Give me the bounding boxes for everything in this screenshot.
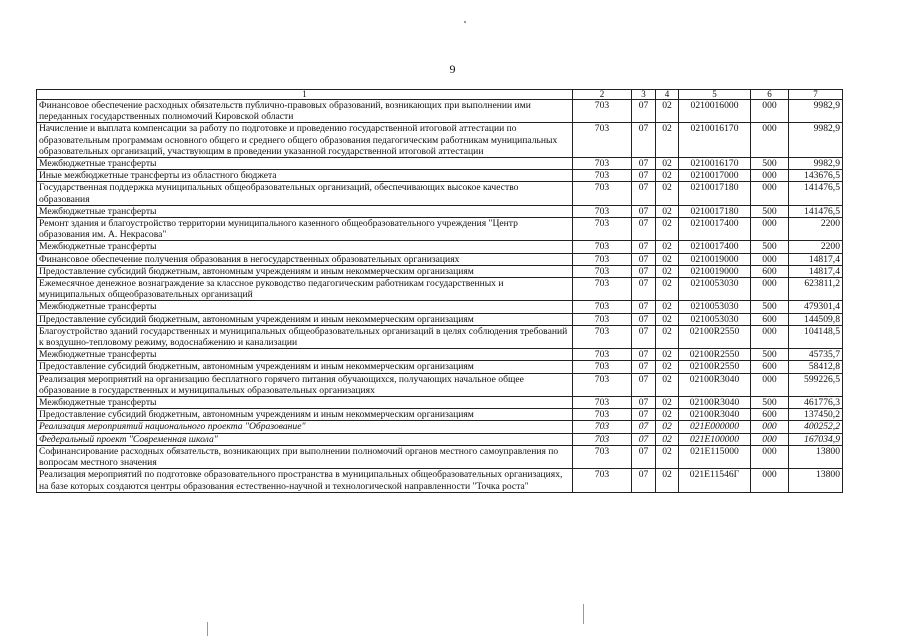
expense-kind-cell: 000 (751, 433, 789, 445)
table-row (37, 123, 843, 158)
expense-kind-cell: 500 (751, 241, 789, 253)
section-code-cell: 07 (632, 205, 656, 217)
section-code-cell: 07 (632, 313, 656, 325)
subsection-code-cell: 02 (656, 409, 679, 421)
expense-name-cell: Софинансирование расходных обязательств, возникающих при выполнении полномочий органов местного самоуправления по вопросам местного значения (37, 445, 573, 468)
subsection-code-cell: 02 (656, 445, 679, 468)
expense-name-cell: Реализация мероприятий по подготовке образовательного пространства в муниципальных общеобразовательных организациях, на базе которых создаются центры образования естественно-научной и технологической направленности "Точка роста" (37, 469, 573, 492)
section-code-cell: 07 (632, 100, 656, 123)
subsection-code-cell: 02 (656, 301, 679, 313)
target-article-cell: 0210017400 (679, 218, 751, 241)
amount-cell: 2200 (789, 218, 843, 241)
expense-kind-cell: 000 (751, 325, 789, 348)
amount-cell: 104148,5 (789, 325, 843, 348)
subsection-code-cell: 02 (656, 253, 679, 265)
amount-cell: 461776,3 (789, 397, 843, 409)
table-row (37, 397, 843, 409)
target-article-cell: 02100R3040 (679, 409, 751, 421)
expense-name-cell: Реализация мероприятий национального проекта "Образование" (37, 421, 573, 433)
table-row (37, 182, 843, 205)
target-article-cell: 02100R2550 (679, 325, 751, 348)
subsection-code-cell: 02 (656, 123, 679, 158)
header-cell: 7 (789, 90, 843, 100)
amount-cell: 2200 (789, 241, 843, 253)
table-row (37, 361, 843, 373)
section-code-cell: 07 (632, 433, 656, 445)
section-code-cell: 07 (632, 218, 656, 241)
amount-cell: 9982,9 (789, 123, 843, 158)
grbs-code-cell: 703 (573, 349, 632, 361)
target-article-cell: 0210016000 (679, 100, 751, 123)
subsection-code-cell: 02 (656, 205, 679, 217)
target-article-cell: 0210017400 (679, 241, 751, 253)
expense-kind-cell: 000 (751, 182, 789, 205)
target-article-cell: 0210019000 (679, 265, 751, 277)
grbs-code-cell: 703 (573, 469, 632, 492)
section-code-cell: 07 (632, 349, 656, 361)
grbs-code-cell: 703 (573, 325, 632, 348)
grbs-code-cell: 703 (573, 409, 632, 421)
table-row (37, 170, 843, 182)
section-code-cell: 07 (632, 421, 656, 433)
table-row (37, 158, 843, 170)
table-row (37, 265, 843, 277)
subsection-code-cell: 02 (656, 397, 679, 409)
table-row (37, 301, 843, 313)
table-row (37, 325, 843, 348)
expense-kind-cell: 500 (751, 349, 789, 361)
subsection-code-cell: 02 (656, 170, 679, 182)
table-row (37, 469, 843, 492)
subsection-code-cell: 02 (656, 100, 679, 123)
amount-cell: 13800 (789, 445, 843, 468)
table-row (37, 409, 843, 421)
target-article-cell: 021E100000 (679, 433, 751, 445)
subsection-code-cell: 02 (656, 325, 679, 348)
expense-kind-cell: 500 (751, 205, 789, 217)
target-article-cell: 02100R2550 (679, 361, 751, 373)
target-article-cell: 02100R3040 (679, 397, 751, 409)
page-number: 9 (449, 62, 456, 76)
target-article-cell: 0210053030 (679, 313, 751, 325)
expense-kind-cell: 000 (751, 421, 789, 433)
subsection-code-cell: 02 (656, 313, 679, 325)
section-code-cell: 07 (632, 397, 656, 409)
expense-kind-cell: 600 (751, 265, 789, 277)
section-code-cell: 07 (632, 409, 656, 421)
expense-kind-cell: 500 (751, 301, 789, 313)
subsection-code-cell: 02 (656, 349, 679, 361)
expense-name-cell: Межбюджетные трансферты (37, 205, 573, 217)
grbs-code-cell: 703 (573, 100, 632, 123)
header-cell: 2 (573, 90, 632, 100)
expense-name-cell: Межбюджетные трансферты (37, 349, 573, 361)
target-article-cell: 0210016170 (679, 158, 751, 170)
expense-name-cell: Иные межбюджетные трансферты из областного бюджета (37, 170, 573, 182)
table-row (37, 445, 843, 468)
section-code-cell: 07 (632, 265, 656, 277)
grbs-code-cell: 703 (573, 205, 632, 217)
expense-kind-cell: 000 (751, 218, 789, 241)
section-code-cell: 07 (632, 301, 656, 313)
expense-kind-cell: 000 (751, 278, 789, 301)
expense-name-cell: Благоустройство зданий государственных и муниципальных общеобразовательных организаций в целях соблюдения требований к воздушно-тепловому режиму, водоснабжению и канализации (37, 325, 573, 348)
header-cell: 3 (632, 90, 656, 100)
subsection-code-cell: 02 (656, 158, 679, 170)
section-code-cell: 07 (632, 278, 656, 301)
section-code-cell: 07 (632, 182, 656, 205)
target-article-cell: 0210053030 (679, 301, 751, 313)
grbs-code-cell: 703 (573, 373, 632, 396)
section-code-cell: 07 (632, 469, 656, 492)
amount-cell: 14817,4 (789, 253, 843, 265)
grbs-code-cell: 703 (573, 421, 632, 433)
amount-cell: 599226,5 (789, 373, 843, 396)
target-article-cell: 02100R3040 (679, 373, 751, 396)
header-cell: 6 (751, 90, 789, 100)
grbs-code-cell: 703 (573, 313, 632, 325)
table-row (37, 421, 843, 433)
expense-name-cell: Реализация мероприятий на организацию бесплатного горячего питания обучающихся, получающих начальное общее образование в государственных и муниципальных образовательных организациях (37, 373, 573, 396)
expense-name-cell: Межбюджетные трансферты (37, 301, 573, 313)
table-row (37, 373, 843, 396)
expense-kind-cell: 000 (751, 123, 789, 158)
table-row (37, 433, 843, 445)
subsection-code-cell: 02 (656, 241, 679, 253)
subsection-code-cell: 02 (656, 433, 679, 445)
amount-cell: 167034,9 (789, 433, 843, 445)
grbs-code-cell: 703 (573, 278, 632, 301)
expense-kind-cell: 600 (751, 313, 789, 325)
grbs-code-cell: 703 (573, 301, 632, 313)
subsection-code-cell: 02 (656, 218, 679, 241)
header-cell: 1 (37, 90, 573, 100)
subsection-code-cell: 02 (656, 278, 679, 301)
amount-cell: 479301,4 (789, 301, 843, 313)
target-article-cell: 021E11546Г (679, 469, 751, 492)
target-article-cell: 0210017180 (679, 205, 751, 217)
expense-name-cell: Предоставление субсидий бюджетным, автономным учреждениям и иным некоммерческим организациям (37, 409, 573, 421)
target-article-cell: 0210019000 (679, 253, 751, 265)
scan-edge-line (207, 622, 208, 636)
subsection-code-cell: 02 (656, 469, 679, 492)
grbs-code-cell: 703 (573, 445, 632, 468)
expense-kind-cell: 600 (751, 409, 789, 421)
target-article-cell: 0210017000 (679, 170, 751, 182)
scan-speck (464, 21, 466, 23)
table-row (37, 205, 843, 217)
subsection-code-cell: 02 (656, 361, 679, 373)
expense-kind-cell: 000 (751, 373, 789, 396)
expense-kind-cell: 000 (751, 100, 789, 123)
expense-name-cell: Межбюджетные трансферты (37, 241, 573, 253)
amount-cell: 137450,2 (789, 409, 843, 421)
amount-cell: 141476,5 (789, 182, 843, 205)
amount-cell: 9982,9 (789, 158, 843, 170)
header-cell: 5 (679, 90, 751, 100)
amount-cell: 143676,5 (789, 170, 843, 182)
grbs-code-cell: 703 (573, 397, 632, 409)
target-article-cell: 02100R2550 (679, 349, 751, 361)
expense-name-cell: Ремонт здания и благоустройство территории муниципального казенного общеобразовательного учреждения "Центр образования им. А. Некрасова" (37, 218, 573, 241)
amount-cell: 45735,7 (789, 349, 843, 361)
section-code-cell: 07 (632, 325, 656, 348)
expense-name-cell: Начисление и выплата компенсации за работу по подготовке и проведению государственной итоговой аттестации по образовательным программам основного общего и среднего общего образования педагогическим работникам муниципальных образовательных организаций, участвующим в проведении указанной государственной итоговой аттестации (37, 123, 573, 158)
expense-name-cell: Предоставление субсидий бюджетным, автономным учреждениям и иным некоммерческим организациям (37, 265, 573, 277)
target-article-cell: 021E115000 (679, 445, 751, 468)
grbs-code-cell: 703 (573, 361, 632, 373)
grbs-code-cell: 703 (573, 253, 632, 265)
expense-name-cell: Федеральный проект "Современная школа" (37, 433, 573, 445)
table-row (37, 218, 843, 241)
amount-cell: 141476,5 (789, 205, 843, 217)
grbs-code-cell: 703 (573, 158, 632, 170)
table-header-row (37, 90, 843, 100)
expense-kind-cell: 000 (751, 170, 789, 182)
section-code-cell: 07 (632, 253, 656, 265)
expense-name-cell: Межбюджетные трансферты (37, 158, 573, 170)
amount-cell: 9982,9 (789, 100, 843, 123)
grbs-code-cell: 703 (573, 170, 632, 182)
amount-cell: 400252,2 (789, 421, 843, 433)
expense-name-cell: Межбюджетные трансферты (37, 397, 573, 409)
table-row (37, 278, 843, 301)
amount-cell: 14817,4 (789, 265, 843, 277)
section-code-cell: 07 (632, 241, 656, 253)
section-code-cell: 07 (632, 361, 656, 373)
table-row (37, 253, 843, 265)
subsection-code-cell: 02 (656, 421, 679, 433)
grbs-code-cell: 703 (573, 433, 632, 445)
expense-name-cell: Финансовое обеспечение расходных обязательств публично-правовых образований, возникающих при выполнении ими переданных государственных полномочий Кировской области (37, 100, 573, 123)
section-code-cell: 07 (632, 373, 656, 396)
table-row (37, 241, 843, 253)
target-article-cell: 0210016170 (679, 123, 751, 158)
grbs-code-cell: 703 (573, 218, 632, 241)
expense-kind-cell: 500 (751, 397, 789, 409)
subsection-code-cell: 02 (656, 373, 679, 396)
expense-name-cell: Предоставление субсидий бюджетным, автономным учреждениям и иным некоммерческим организациям (37, 313, 573, 325)
target-article-cell: 0210053030 (679, 278, 751, 301)
expense-name-cell: Финансовое обеспечение получения образования в негосударственных образовательных организациях (37, 253, 573, 265)
expense-kind-cell: 000 (751, 469, 789, 492)
table-row (37, 100, 843, 123)
expense-kind-cell: 600 (751, 361, 789, 373)
expense-kind-cell: 000 (751, 253, 789, 265)
table-row (37, 349, 843, 361)
grbs-code-cell: 703 (573, 265, 632, 277)
section-code-cell: 07 (632, 445, 656, 468)
budget-table (36, 89, 843, 493)
target-article-cell: 0210017180 (679, 182, 751, 205)
target-article-cell: 021E000000 (679, 421, 751, 433)
scan-edge-line (583, 604, 584, 624)
section-code-cell: 07 (632, 170, 656, 182)
expense-kind-cell: 000 (751, 445, 789, 468)
amount-cell: 58412,8 (789, 361, 843, 373)
grbs-code-cell: 703 (573, 241, 632, 253)
subsection-code-cell: 02 (656, 182, 679, 205)
expense-name-cell: Предоставление субсидий бюджетным, автономным учреждениям и иным некоммерческим организациям (37, 361, 573, 373)
amount-cell: 623811,2 (789, 278, 843, 301)
amount-cell: 13800 (789, 469, 843, 492)
header-cell: 4 (656, 90, 679, 100)
section-code-cell: 07 (632, 158, 656, 170)
expense-name-cell: Государственная поддержка муниципальных общеобразовательных организаций, обеспечивающих высокое качество образования (37, 182, 573, 205)
table-row (37, 313, 843, 325)
grbs-code-cell: 703 (573, 123, 632, 158)
expense-name-cell: Ежемесячное денежное вознаграждение за классное руководство педагогическим работникам государственных и муниципальных общеобразовательных организаций (37, 278, 573, 301)
expense-kind-cell: 500 (751, 158, 789, 170)
amount-cell: 144509,8 (789, 313, 843, 325)
grbs-code-cell: 703 (573, 182, 632, 205)
section-code-cell: 07 (632, 123, 656, 158)
subsection-code-cell: 02 (656, 265, 679, 277)
